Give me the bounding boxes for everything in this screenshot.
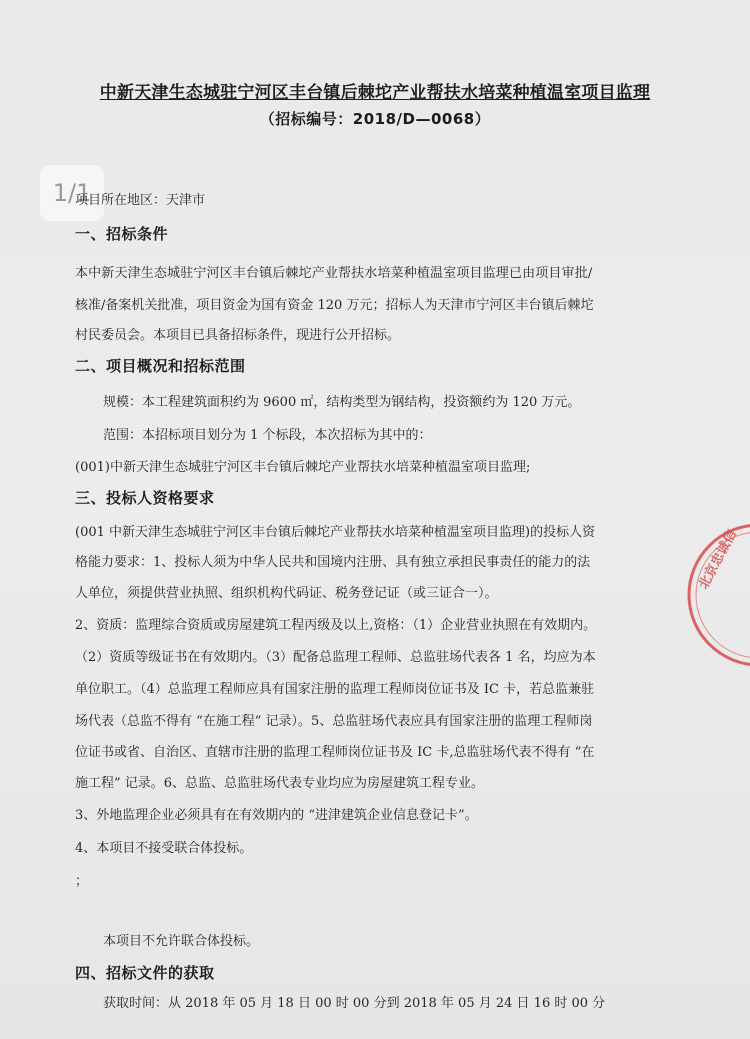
section-3-line-5: （2）资质等级证书在有效期内。（3）配备总监理工程师、总监驻场代表各 1 名，均应为本 xyxy=(75,650,596,665)
section-3-line-10: 3、外地监理企业必须具有在有效期内的 “进津建筑企业信息登记卡”。 xyxy=(75,808,478,823)
section-3-line-3: 人单位，须提供营业执照、组织机构代码证、税务登记证（或三证合一）。 xyxy=(75,586,498,601)
section-1-line-2: 核准/备案机关批准，项目资金为国有资金 120 万元；招标人为天津市宁河区丰台镇后棘坨 xyxy=(75,298,594,313)
section-3-line-2: 格能力要求：1、投标人须为中华人民共和国境内注册、具有独立承担民事责任的能力的法 xyxy=(75,555,591,570)
section-3-line-7: 场代表（总监不得有 “在施工程” 记录）。5、总监驻场代表应具有国家注册的监理工程师岗 xyxy=(75,714,593,729)
section-4-line-1: 获取时间：从 2018 年 05 月 18 日 00 时 00 分到 2018 年 05 月 24 日 16 时 00 分 xyxy=(103,996,606,1011)
section-3-line-8: 位证书或省、自治区、直辖市注册的监理工程师岗位证书及 IC 卡,总监驻场代表不得有 “在 xyxy=(75,745,595,760)
section-heading-3: 三、投标人资格要求 xyxy=(75,489,215,507)
section-3-line-13: 本项目不允许联合体投标。 xyxy=(103,934,260,949)
project-location: 项目所在地区：天津市 xyxy=(75,193,206,208)
section-heading-4: 四、招标文件的获取 xyxy=(75,964,215,982)
section-3-line-12: ； xyxy=(75,874,89,889)
section-3-line-9: 施工程” 记录。6、总监、总监驻场代表专业均应为房屋建筑工程专业。 xyxy=(75,776,485,791)
page-indicator-badge: 1/1 xyxy=(40,165,104,221)
section-3-line-6: 单位职工。（4）总监理工程师应具有国家注册的监理工程师岗位证书及 IC 卡，若总监兼驻 xyxy=(75,682,595,697)
section-heading-1: 一、招标条件 xyxy=(75,225,169,243)
section-heading-2: 二、项目概况和招标范围 xyxy=(75,357,246,375)
document-title: 中新天津生态城驻宁河区丰台镇后棘坨产业帮扶水培菜种植温室项目监理 xyxy=(99,83,651,103)
section-3-line-11: 4、本项目不接受联合体投标。 xyxy=(75,841,253,856)
section-2-line-3: (001)中新天津生态城驻宁河区丰台镇后棘坨产业帮扶水培菜种植温室项目监理; xyxy=(75,460,531,475)
svg-text:北京忠诚信: 北京忠诚信 xyxy=(696,527,741,592)
bid-number: （招标编号：2018/D—0068） xyxy=(259,110,491,128)
section-2-line-2: 范围：本招标项目划分为 1 个标段，本次招标为其中的： xyxy=(103,428,432,443)
section-3-line-1: (001 中新天津生态城驻宁河区丰台镇后棘坨产业帮扶水培菜种植温室项目监理)的投标人资 xyxy=(75,525,596,540)
section-1-line-1: 本中新天津生态城驻宁河区丰台镇后棘坨产业帮扶水培菜种植温室项目监理已由项目审批/ xyxy=(75,266,593,281)
section-1-line-3: 村民委员会。本项目已具备招标条件，现进行公开招标。 xyxy=(75,328,401,343)
section-3-line-4: 2、资质：监理综合资质或房屋建筑工程丙级及以上,资格：（1）企业营业执照在有效期内。 xyxy=(75,618,597,633)
red-seal-stamp xyxy=(684,520,750,670)
section-2-line-1: 规模：本工程建筑面积约为 9600 ㎡，结构类型为钢结构，投资额约为 120 万元。 xyxy=(103,395,581,410)
